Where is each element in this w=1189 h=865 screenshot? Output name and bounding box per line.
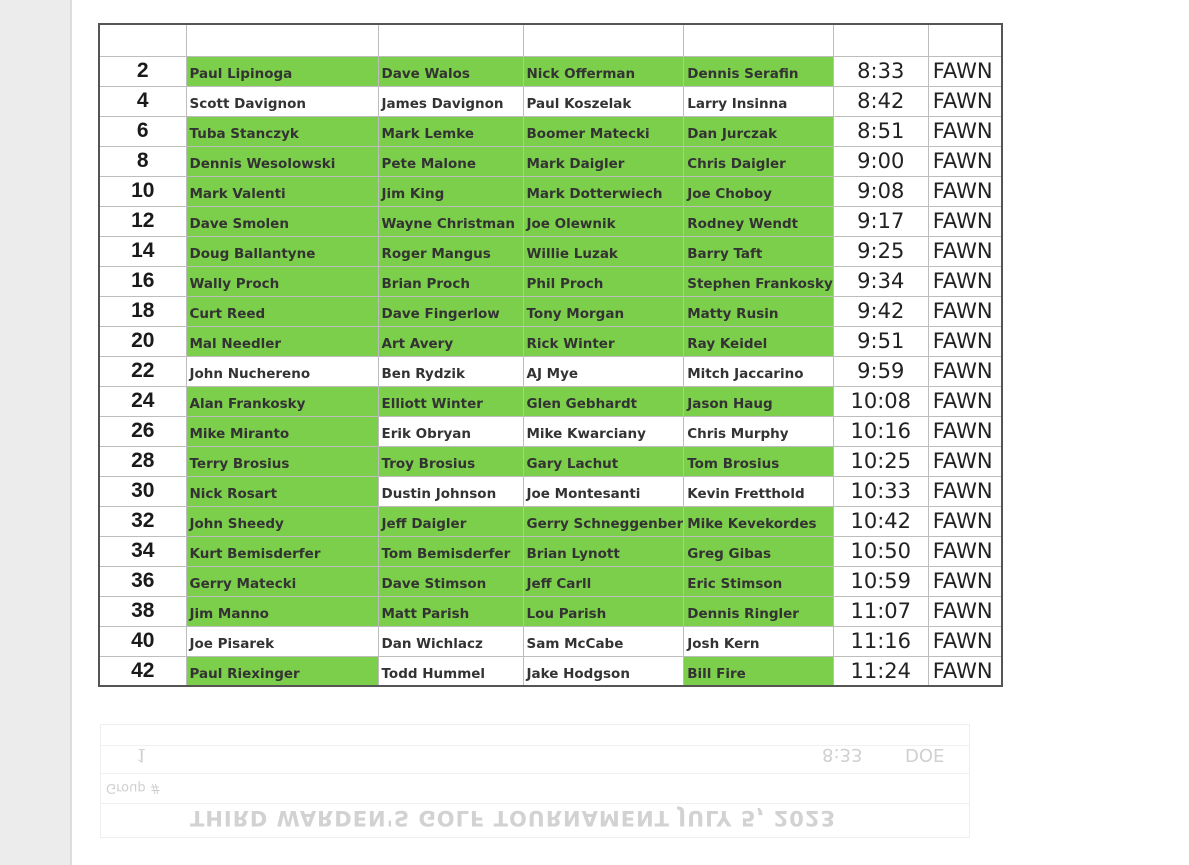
player-name: Dan Jurczak bbox=[684, 116, 834, 146]
group-number: 32 bbox=[99, 506, 186, 536]
tee-time: 8:33 bbox=[833, 56, 928, 86]
player-name: Dennis Wesolowski bbox=[186, 146, 378, 176]
player-name: Dave Fingerlow bbox=[378, 296, 523, 326]
group-number: 36 bbox=[99, 566, 186, 596]
player-name: John Sheedy bbox=[186, 506, 378, 536]
course-name: FAWN bbox=[928, 506, 1002, 536]
player-name: Jeff Daigler bbox=[378, 506, 523, 536]
player-name: Todd Hummel bbox=[378, 656, 523, 686]
player-name: Dave Stimson bbox=[378, 566, 523, 596]
tee-time: 9:25 bbox=[833, 236, 928, 266]
player-name: Scott Davignon bbox=[186, 86, 378, 116]
course-name: FAWN bbox=[928, 356, 1002, 386]
player-name: Boomer Matecki bbox=[523, 116, 684, 146]
header-cell bbox=[186, 24, 378, 56]
table-row bbox=[99, 476, 1002, 506]
group-number: 30 bbox=[99, 476, 186, 506]
player-name: Elliott Winter bbox=[378, 386, 523, 416]
table-row bbox=[99, 566, 1002, 596]
player-name: Tony Morgan bbox=[523, 296, 684, 326]
player-name: Mark Dotterwiech bbox=[523, 176, 684, 206]
table-row bbox=[99, 596, 1002, 626]
player-name: Mark Lemke bbox=[378, 116, 523, 146]
player-name: Jeff Carll bbox=[523, 566, 684, 596]
player-name: Mike Kwarciany bbox=[523, 416, 684, 446]
table-row bbox=[99, 86, 1002, 116]
player-name: Joe Pisarek bbox=[186, 626, 378, 656]
player-name: Matty Rusin bbox=[684, 296, 834, 326]
group-number: 4 bbox=[99, 86, 186, 116]
player-name: Jim Manno bbox=[186, 596, 378, 626]
player-name: AJ Mye bbox=[523, 356, 684, 386]
group-number: 42 bbox=[99, 656, 186, 686]
course-name: FAWN bbox=[928, 146, 1002, 176]
group-number: 28 bbox=[99, 446, 186, 476]
tee-time: 9:34 bbox=[833, 266, 928, 296]
player-name: Jake Hodgson bbox=[523, 656, 684, 686]
player-name: Rodney Wendt bbox=[684, 206, 834, 236]
player-name: Mike Kevekordes bbox=[684, 506, 834, 536]
bleed-through-time: 8:33 bbox=[822, 744, 863, 765]
player-name: Glen Gebhardt bbox=[523, 386, 684, 416]
player-name: Mitch Jaccarino bbox=[684, 356, 834, 386]
player-name: Paul Koszelak bbox=[523, 86, 684, 116]
course-name: FAWN bbox=[928, 596, 1002, 626]
player-name: Dustin Johnson bbox=[378, 476, 523, 506]
tee-time-table bbox=[98, 23, 1003, 687]
header-cell bbox=[99, 24, 186, 56]
player-name: Lou Parish bbox=[523, 596, 684, 626]
player-name: Rick Winter bbox=[523, 326, 684, 356]
group-number: 14 bbox=[99, 236, 186, 266]
course-name: FAWN bbox=[928, 326, 1002, 356]
tee-time: 9:42 bbox=[833, 296, 928, 326]
table-row bbox=[99, 656, 1002, 686]
player-name: Greg Gibas bbox=[684, 536, 834, 566]
group-number: 34 bbox=[99, 536, 186, 566]
player-name: Alan Frankosky bbox=[186, 386, 378, 416]
bleed-through-title: THIRD WARDEN'S GOLF TOURNAMENT JULY 5, 2023 bbox=[190, 806, 837, 830]
player-name: Troy Brosius bbox=[378, 446, 523, 476]
player-name: Brian Proch bbox=[378, 266, 523, 296]
header-cell bbox=[684, 24, 834, 56]
course-name: FAWN bbox=[928, 656, 1002, 686]
player-name: Mark Valenti bbox=[186, 176, 378, 206]
player-name: Kurt Bemisderfer bbox=[186, 536, 378, 566]
tee-time: 10:42 bbox=[833, 506, 928, 536]
group-number: 10 bbox=[99, 176, 186, 206]
header-cell bbox=[833, 24, 928, 56]
table-row bbox=[99, 206, 1002, 236]
table-row bbox=[99, 626, 1002, 656]
tee-time: 9:17 bbox=[833, 206, 928, 236]
tee-time: 8:42 bbox=[833, 86, 928, 116]
group-number: 6 bbox=[99, 116, 186, 146]
course-name: FAWN bbox=[928, 476, 1002, 506]
table-row bbox=[99, 356, 1002, 386]
group-number: 22 bbox=[99, 356, 186, 386]
player-name: Paul Riexinger bbox=[186, 656, 378, 686]
player-name: Stephen Frankosky bbox=[684, 266, 834, 296]
player-name: Willie Luzak bbox=[523, 236, 684, 266]
table-row bbox=[99, 296, 1002, 326]
player-name: Phil Proch bbox=[523, 266, 684, 296]
player-name: Tom Bemisderfer bbox=[378, 536, 523, 566]
header-cell bbox=[928, 24, 1002, 56]
player-name: Doug Ballantyne bbox=[186, 236, 378, 266]
player-name: Jason Haug bbox=[684, 386, 834, 416]
course-name: FAWN bbox=[928, 206, 1002, 236]
table-row bbox=[99, 446, 1002, 476]
player-name: Jim King bbox=[378, 176, 523, 206]
player-name: Dennis Ringler bbox=[684, 596, 834, 626]
table-row bbox=[99, 326, 1002, 356]
course-name: FAWN bbox=[928, 56, 1002, 86]
group-number: 18 bbox=[99, 296, 186, 326]
player-name: Chris Daigler bbox=[684, 146, 834, 176]
tee-time: 10:50 bbox=[833, 536, 928, 566]
player-name: Paul Lipinoga bbox=[186, 56, 378, 86]
tee-time: 9:59 bbox=[833, 356, 928, 386]
course-name: FAWN bbox=[928, 386, 1002, 416]
header-cell bbox=[523, 24, 684, 56]
table-row bbox=[99, 386, 1002, 416]
header-row bbox=[99, 24, 1002, 56]
player-name: Pete Malone bbox=[378, 146, 523, 176]
player-name: Sam McCabe bbox=[523, 626, 684, 656]
player-name: James Davignon bbox=[378, 86, 523, 116]
table-row bbox=[99, 416, 1002, 446]
player-name: Wayne Christman bbox=[378, 206, 523, 236]
player-name: Brian Lynott bbox=[523, 536, 684, 566]
table-row bbox=[99, 146, 1002, 176]
player-name: Mal Needler bbox=[186, 326, 378, 356]
player-name: Erik Obryan bbox=[378, 416, 523, 446]
player-name: Nick Rosart bbox=[186, 476, 378, 506]
player-name: Wally Proch bbox=[186, 266, 378, 296]
group-number: 20 bbox=[99, 326, 186, 356]
tee-time: 10:08 bbox=[833, 386, 928, 416]
course-name: FAWN bbox=[928, 86, 1002, 116]
tee-time: 11:16 bbox=[833, 626, 928, 656]
player-name: Tuba Stanczyk bbox=[186, 116, 378, 146]
table-row bbox=[99, 116, 1002, 146]
player-name: Mike Miranto bbox=[186, 416, 378, 446]
bleed-through-group-label: Group # bbox=[106, 780, 161, 795]
table-row bbox=[99, 506, 1002, 536]
player-name: Terry Brosius bbox=[186, 446, 378, 476]
tee-time: 8:51 bbox=[833, 116, 928, 146]
player-name: Gary Lachut bbox=[523, 446, 684, 476]
player-name: Curt Reed bbox=[186, 296, 378, 326]
player-name: Chris Murphy bbox=[684, 416, 834, 446]
player-name: Bill Fire bbox=[684, 656, 834, 686]
group-number: 26 bbox=[99, 416, 186, 446]
tee-time: 10:16 bbox=[833, 416, 928, 446]
player-name: Joe Choboy bbox=[684, 176, 834, 206]
group-number: 16 bbox=[99, 266, 186, 296]
tee-time: 9:00 bbox=[833, 146, 928, 176]
tee-time: 11:07 bbox=[833, 596, 928, 626]
scanner-left-edge bbox=[0, 0, 72, 865]
player-name: Tom Brosius bbox=[684, 446, 834, 476]
course-name: FAWN bbox=[928, 536, 1002, 566]
player-name: Kevin Fretthold bbox=[684, 476, 834, 506]
player-name: Gerry Schneggenber bbox=[523, 506, 684, 536]
player-name: Art Avery bbox=[378, 326, 523, 356]
player-name: Nick Offerman bbox=[523, 56, 684, 86]
course-name: FAWN bbox=[928, 566, 1002, 596]
player-name: Roger Mangus bbox=[378, 236, 523, 266]
group-number: 8 bbox=[99, 146, 186, 176]
tee-time: 10:33 bbox=[833, 476, 928, 506]
table-row bbox=[99, 176, 1002, 206]
course-name: FAWN bbox=[928, 176, 1002, 206]
group-number: 2 bbox=[99, 56, 186, 86]
group-number: 40 bbox=[99, 626, 186, 656]
course-name: FAWN bbox=[928, 416, 1002, 446]
player-name: Joe Olewnik bbox=[523, 206, 684, 236]
bleed-through-course: DOE bbox=[905, 744, 945, 765]
player-name: Barry Taft bbox=[684, 236, 834, 266]
tee-time: 9:08 bbox=[833, 176, 928, 206]
tee-time: 10:59 bbox=[833, 566, 928, 596]
course-name: FAWN bbox=[928, 116, 1002, 146]
tee-time: 9:51 bbox=[833, 326, 928, 356]
course-name: FAWN bbox=[928, 236, 1002, 266]
group-number: 38 bbox=[99, 596, 186, 626]
player-name: Gerry Matecki bbox=[186, 566, 378, 596]
player-name: Dan Wichlacz bbox=[378, 626, 523, 656]
player-name: Matt Parish bbox=[378, 596, 523, 626]
course-name: FAWN bbox=[928, 296, 1002, 326]
course-name: FAWN bbox=[928, 446, 1002, 476]
table-row bbox=[99, 236, 1002, 266]
player-name: Dave Walos bbox=[378, 56, 523, 86]
table-row bbox=[99, 56, 1002, 86]
player-name: Larry Insinna bbox=[684, 86, 834, 116]
player-name: Dennis Serafin bbox=[684, 56, 834, 86]
player-name: Josh Kern bbox=[684, 626, 834, 656]
table-row bbox=[99, 266, 1002, 296]
tee-time: 11:24 bbox=[833, 656, 928, 686]
player-name: Eric Stimson bbox=[684, 566, 834, 596]
course-name: FAWN bbox=[928, 266, 1002, 296]
player-name: Joe Montesanti bbox=[523, 476, 684, 506]
header-cell bbox=[378, 24, 523, 56]
course-name: FAWN bbox=[928, 626, 1002, 656]
table-row bbox=[99, 536, 1002, 566]
player-name: Ray Keidel bbox=[684, 326, 834, 356]
player-name: John Nuchereno bbox=[186, 356, 378, 386]
bleed-through-number: 1 bbox=[136, 744, 148, 765]
player-name: Ben Rydzik bbox=[378, 356, 523, 386]
player-name: Mark Daigler bbox=[523, 146, 684, 176]
player-name: Dave Smolen bbox=[186, 206, 378, 236]
group-number: 24 bbox=[99, 386, 186, 416]
tee-time: 10:25 bbox=[833, 446, 928, 476]
group-number: 12 bbox=[99, 206, 186, 236]
